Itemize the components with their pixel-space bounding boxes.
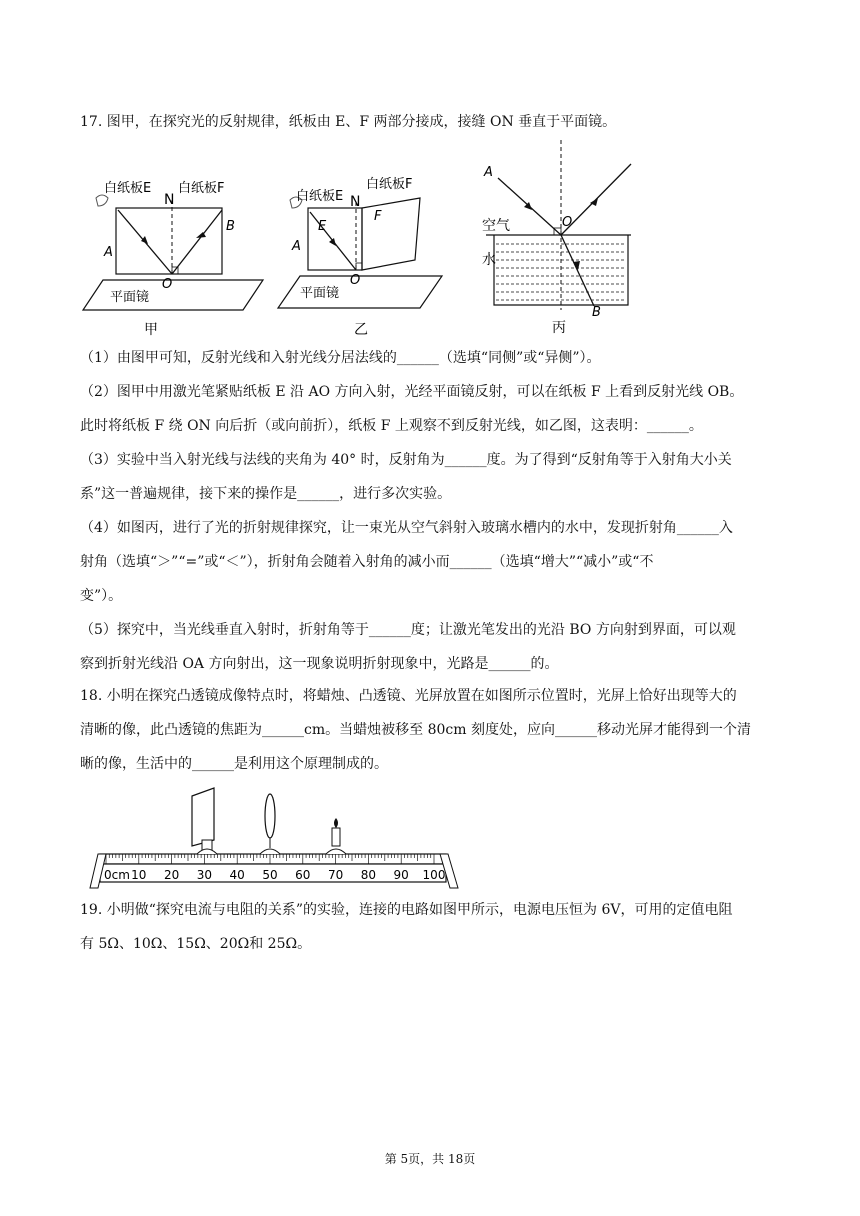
ruler-label: 30 [196,868,213,882]
q17-part2-line1: （2）图甲中用激光笔紧贴纸板 E 沿 AO 方向入射，光经平面镜反射，可以在纸板 F 上看到反射光线 OB。 [80,384,744,400]
f-label: F [374,209,382,224]
board-f-label: 白纸板F [366,177,413,192]
water-label: 水 [482,252,496,268]
q17-part4-line2: 射角（选填“＞”“=”或“＜”），折射角会随着入射角的减小而______（选填“增大”“减小”或“不 [80,554,654,570]
b-label: B [592,305,601,320]
q19-line1: 19. 小明做“探究电流与电阻的关系”的实验，连接的电路如图甲所示，电源电压恒为 6V，可用的定值电阻 [80,902,733,918]
b-label: B [226,219,235,234]
e-label: E [318,219,327,234]
q17-part3-line2: 系”这一普遍规律，接下来的操作是______，进行多次实验。 [80,486,452,502]
page-footer: 第 5页，共 18页 [384,1152,476,1166]
q18-line2: 清晰的像，此凸透镜的焦距为______cm。当蜡烛被移至 80cm 刻度处，应向______移动光屏才能得到一个清 [80,722,751,738]
caption-jia: 甲 [144,322,158,338]
q17-stem: 17. 图甲，在探究光的反射规律，纸板由 E、F 两部分接成，接缝 ON 垂直于平面镜。 [80,114,617,130]
ruler-label: 80 [360,868,377,882]
ruler-label: 60 [295,868,311,882]
q17-part5-line1: （5）探究中，当光线垂直入射时，折射角等于______度；让激光笔发出的光沿 BO 方向射到界面，可以观 [80,622,736,638]
q18-line1: 18. 小明在探究凸透镜成像特点时，将蜡烛、凸透镜、光屏放置在如图所示位置时，光屏上恰好出现等大的 [80,688,737,704]
q17-part3-line1: （3）实验中当入射光线与法线的夹角为 40° 时，反射角为______度。为了得到“反射角等于入射角大小关 [80,452,732,468]
caption-bing: 丙 [552,320,566,336]
q18-line3: 晰的像，生活中的______是利用这个原理制成的。 [80,756,388,772]
ruler-label: 20 [163,868,180,882]
board-f-label: 白纸板F [178,181,225,196]
ruler-label: 50 [262,868,278,882]
o-label: O [562,215,573,230]
a-label: A [484,165,493,180]
q19-line2: 有 5Ω、10Ω、15Ω、20Ω和 25Ω。 [80,936,312,952]
q17-part5-line2: 察到折射光线沿 OA 方向射出，这一现象说明折射现象中，光路是______的。 [80,656,559,672]
air-label: 空气 [482,218,510,234]
a-label: A [292,239,301,254]
n-label: N [350,194,361,210]
o-label: O [350,273,361,288]
figure-bing [476,140,636,340]
q17-part4-line1: （4）如图丙，进行了光的折射规律探究，让一束光从空气斜射入玻璃水槽内的水中，发现折射角______入 [80,520,733,536]
board-e-label: 白纸板E [296,189,344,204]
ruler-label: 10 [131,868,147,882]
figure-jia [78,170,268,340]
ruler-label: 40 [229,868,245,882]
ruler-label: 70 [327,868,344,882]
q17-part2-line2: 此时将纸板 F 绕 ON 向后折（或向前折），纸板 F 上观察不到反射光线，如乙图，这表明：______。 [80,418,703,434]
a-label: A [104,245,113,260]
figure-yi [270,170,450,340]
ruler-label: 90 [393,868,409,882]
mirror-label: 平面镜 [300,286,340,301]
ruler-label: 0cm [104,868,130,882]
mirror-label: 平面镜 [110,290,150,305]
n-label: N [164,192,175,208]
board-e-label: 白纸板E [104,181,152,196]
optical-bench-figure [78,782,468,892]
q17-part4-line3: 变”）。 [80,588,123,604]
o-label: O [162,277,173,292]
caption-yi: 乙 [354,322,368,338]
ruler-label: 100 [422,868,446,882]
q17-part1: （1）由图甲可知，反射光线和入射光线分居法线的______（选填“同侧”或“异侧”）。 [80,350,601,366]
